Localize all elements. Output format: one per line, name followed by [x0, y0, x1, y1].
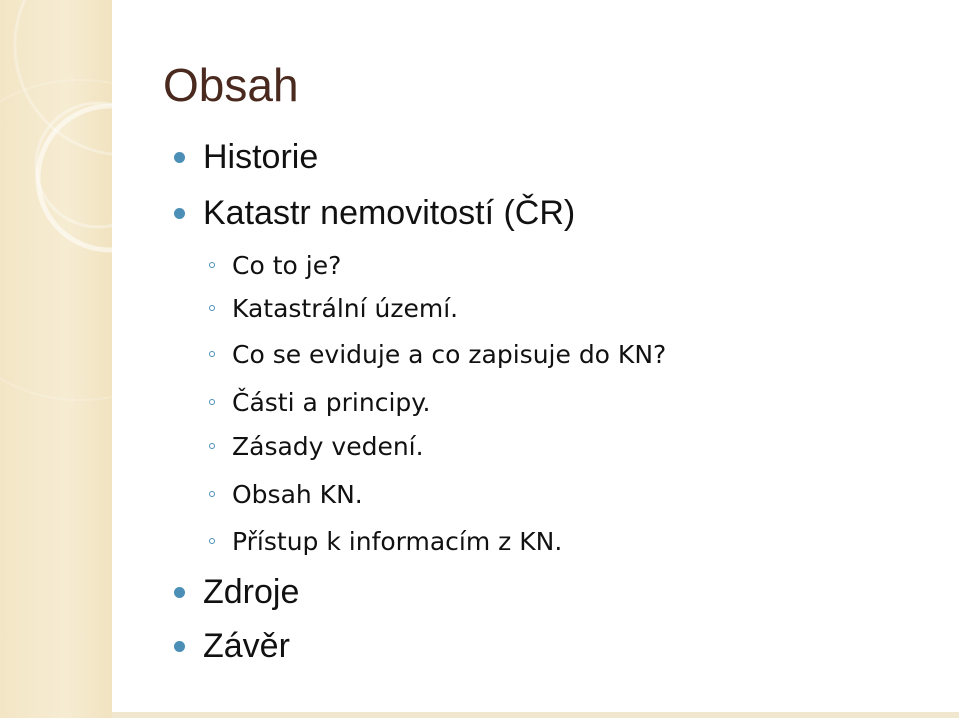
list-item-text: Katastrální území. [232, 294, 459, 323]
list-item-text: Části a principy. [232, 388, 431, 417]
bullet-dot-icon [174, 208, 185, 219]
bullet-ring-icon [209, 262, 215, 268]
bullet-ring-icon [209, 305, 215, 311]
bullet-ring-icon [209, 538, 215, 544]
bullet-dot-icon [174, 587, 185, 598]
bullet-dot-icon [174, 641, 185, 652]
bullet-ring-icon [209, 443, 215, 449]
bullet-ring-icon [209, 491, 215, 497]
list-item-text: Zdroje [203, 573, 300, 611]
list-item-text: Přístup k informacím z KN. [232, 527, 563, 556]
bullet-ring-icon [209, 399, 215, 405]
bottom-strip [112, 712, 959, 718]
list-item-text: Co se eviduje a co zapisuje do KN? [232, 340, 667, 369]
decorative-rings [0, 0, 112, 718]
list-item-text: Zásady vedení. [232, 432, 424, 461]
list-item-text: Historie [203, 138, 319, 176]
bullet-dot-icon [174, 152, 185, 163]
list-item-text: Co to je? [232, 251, 342, 280]
list-item-text: Obsah KN. [232, 480, 363, 509]
list-item-text: Katastr nemovitostí (ČR) [203, 194, 576, 232]
slide-title: Obsah [163, 59, 299, 111]
bullet-ring-icon [209, 351, 215, 357]
list-item-text: Závěr [203, 627, 290, 665]
